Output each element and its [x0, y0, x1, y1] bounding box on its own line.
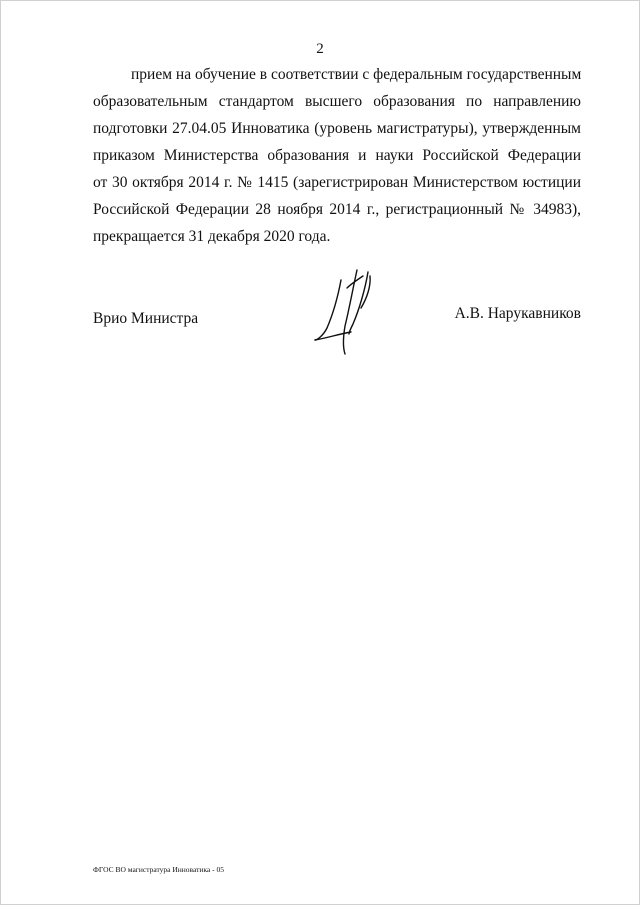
body-line: приказом Министерства образования и науки Российской Федерации [93, 147, 581, 164]
body-line: прием на обучение в соответствии с федеральным государственным [131, 66, 582, 83]
body-line: Российской Федерации 28 ноября 2014 г., регистрационный № 34983), [93, 201, 581, 218]
handwritten-signature [305, 266, 385, 358]
body-line: прекращается 31 декабря 2020 года. [93, 228, 331, 245]
body-paragraph [93, 61, 581, 250]
footer-document-code: ФГОС ВО магистратура Инноватика - 05 [93, 865, 225, 874]
body-line: подготовки 27.04.05 Инноватика (уровень магистратуры), утвержденным [93, 120, 581, 137]
page-number: 2 [316, 41, 324, 57]
signer-name: А.В. Нарукавников [454, 305, 581, 322]
body-line: образовательным стандартом высшего образования по направлению [93, 93, 581, 110]
body-line: от 30 октября 2014 г. № 1415 (зарегистрирован Министерством юстиции [93, 174, 581, 191]
signer-title: Врио Министра [93, 310, 199, 327]
